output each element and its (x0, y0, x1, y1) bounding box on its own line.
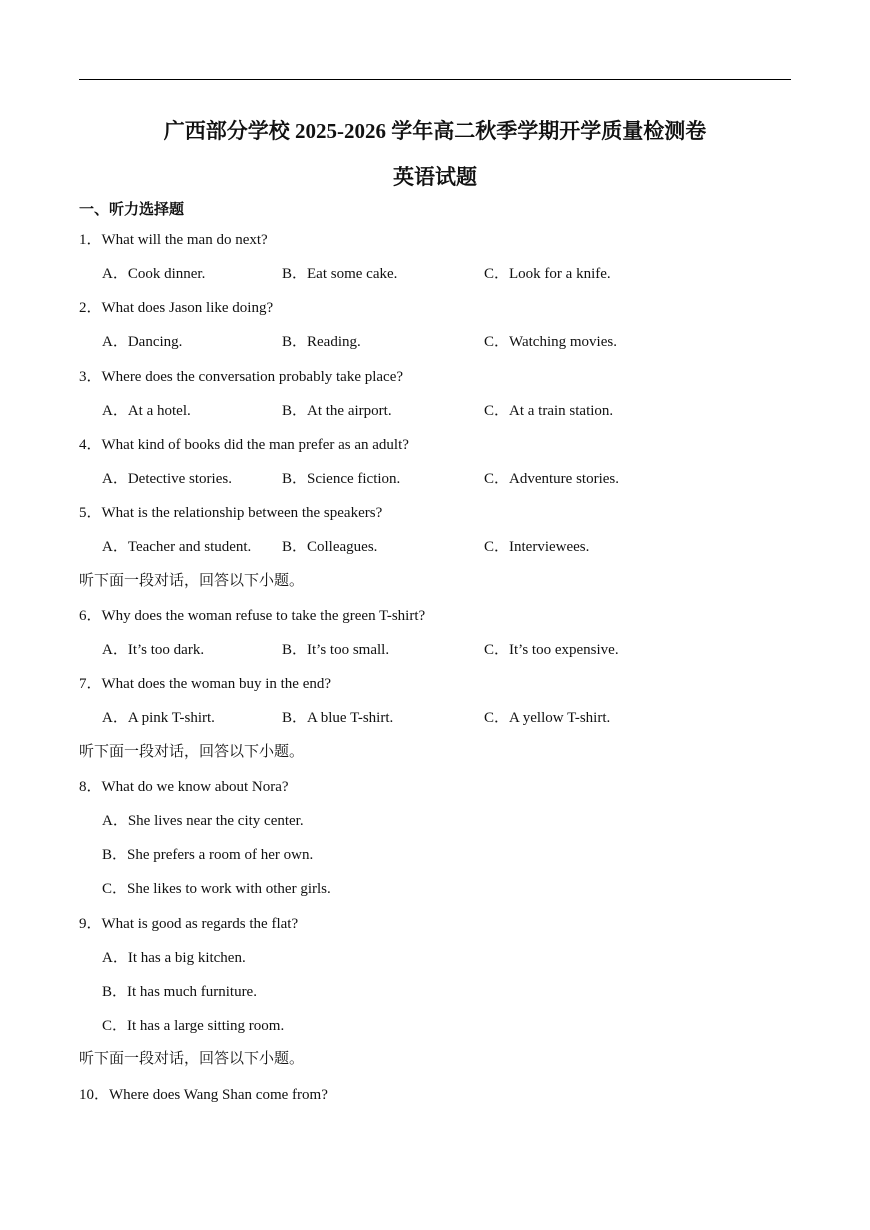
exam-subtitle: 英语试题 (393, 165, 477, 189)
top-rule (79, 79, 791, 80)
question-3-option-a: A．At a hotel. (102, 403, 191, 419)
question-10-stem: 10．Where does Wang Shan come from? (79, 1087, 328, 1103)
question-8-option-b: B．She prefers a room of her own. (102, 847, 314, 863)
question-8-option-a: A．She lives near the city center. (102, 813, 304, 829)
question-2-option-a: A．Dancing. (102, 334, 183, 350)
question-9-option-a: A．It has a big kitchen. (102, 950, 246, 966)
listening-instruction: 听下面一段对话，回答以下小题。 (79, 1051, 305, 1067)
question-5-stem: 5．What is the relationship between the speakers? (79, 505, 383, 521)
question-4-option-c: C．Adventure stories. (484, 471, 619, 487)
question-8-stem: 8．What do we know about Nora? (79, 779, 289, 795)
question-5-option-b: B．Colleagues. (282, 539, 378, 555)
question-7-option-b: B．A blue T-shirt. (282, 710, 394, 726)
exam-title: 广西部分学校 2025-2026 学年高二秋季学期开学质量检测卷 (163, 119, 707, 143)
question-6-option-b: B．It’s too small. (282, 642, 390, 658)
question-5-option-c: C．Interviewees. (484, 539, 590, 555)
listening-instruction: 听下面一段对话，回答以下小题。 (79, 573, 305, 589)
question-2-option-c: C．Watching movies. (484, 334, 617, 350)
question-1-stem: 1．What will the man do next? (79, 232, 268, 248)
question-3-option-c: C．At a train station. (484, 403, 614, 419)
question-8-option-c: C．She likes to work with other girls. (102, 881, 331, 897)
question-9-stem: 9．What is good as regards the flat? (79, 916, 299, 932)
question-6-option-c: C．It’s too expensive. (484, 642, 619, 658)
question-7-option-c: C．A yellow T-shirt. (484, 710, 611, 726)
question-9-option-c: C．It has a large sitting room. (102, 1018, 285, 1034)
question-4-option-a: A．Detective stories. (102, 471, 232, 487)
question-4-option-b: B．Science fiction. (282, 471, 401, 487)
question-3-stem: 3．Where does the conversation probably take place? (79, 369, 404, 385)
question-7-option-a: A．A pink T-shirt. (102, 710, 215, 726)
question-4-stem: 4．What kind of books did the man prefer as an adult? (79, 437, 409, 453)
listening-instruction: 听下面一段对话，回答以下小题。 (79, 744, 305, 760)
question-6-option-a: A．It’s too dark. (102, 642, 205, 658)
question-6-stem: 6．Why does the woman refuse to take the green T-shirt? (79, 608, 426, 624)
question-2-option-b: B．Reading. (282, 334, 361, 350)
section-heading: 一、听力选择题 (79, 202, 185, 218)
question-1-option-c: C．Look for a knife. (484, 266, 611, 282)
question-2-stem: 2．What does Jason like doing? (79, 300, 274, 316)
question-1-option-b: B．Eat some cake. (282, 266, 398, 282)
question-9-option-b: B．It has much furniture. (102, 984, 257, 1000)
question-7-stem: 7．What does the woman buy in the end? (79, 676, 332, 692)
question-3-option-b: B．At the airport. (282, 403, 392, 419)
question-5-option-a: A．Teacher and student. (102, 539, 252, 555)
question-1-option-a: A．Cook dinner. (102, 266, 206, 282)
